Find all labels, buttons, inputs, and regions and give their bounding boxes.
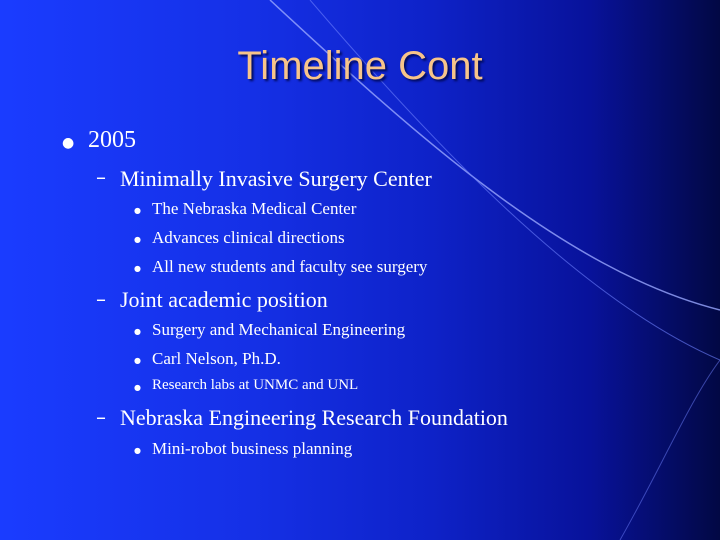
bullet-icon: ● — [134, 356, 141, 365]
bullet-icon: ● — [134, 383, 141, 392]
bullet-item-l3: Advances clinical directions — [152, 228, 345, 247]
bullet-item-l2: Minimally Invasive Surgery Center — [120, 166, 432, 191]
bullet-icon: ● — [134, 327, 141, 336]
bullet-icon: ● — [62, 135, 75, 151]
dash-icon: – — [96, 287, 106, 311]
bullet-item-l3: The Nebraska Medical Center — [152, 199, 357, 218]
bullet-item-l2: Nebraska Engineering Research Foundation — [120, 405, 508, 430]
bullet-icon: ● — [134, 235, 141, 244]
bullet-item-l3: Research labs at UNMC and UNL — [152, 377, 359, 393]
bullet-item-l3: Carl Nelson, Ph.D. — [152, 349, 281, 368]
bullet-item-l3: Mini-robot business planning — [152, 439, 353, 458]
dash-icon: – — [96, 165, 106, 189]
bullet-icon: ● — [134, 206, 141, 215]
bullet-item-l1: 2005 — [88, 127, 136, 153]
bullet-icon: ● — [134, 264, 141, 273]
bullet-item-l3: All new students and faculty see surgery — [152, 257, 428, 276]
slide-title: Timeline Cont — [237, 44, 483, 88]
bullet-item-l3: Surgery and Mechanical Engineering — [152, 320, 406, 339]
bullet-item-l2: Joint academic position — [120, 287, 328, 312]
dash-icon: – — [96, 405, 106, 429]
bullet-icon: ● — [134, 446, 141, 455]
